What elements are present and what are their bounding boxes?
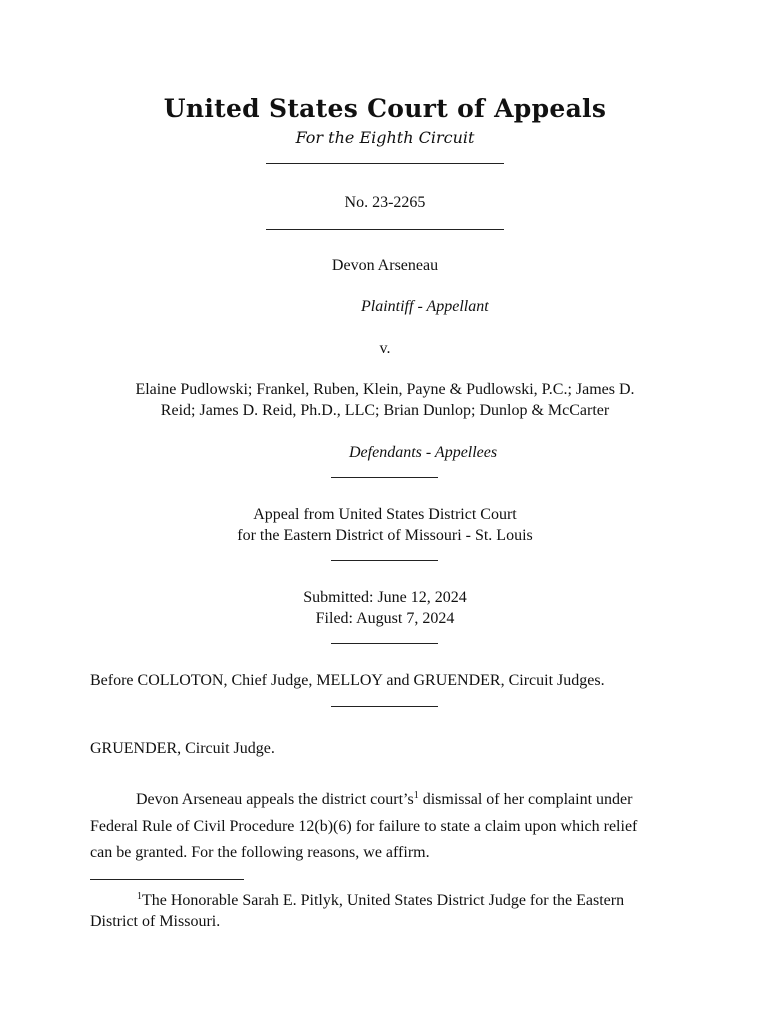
appeal-line-1: Appeal from United States District Court (253, 506, 517, 523)
circuit-subheading: For the Eighth Circuit (295, 128, 475, 147)
opinion-paragraph (90, 787, 685, 867)
footnote-mark: 1 (137, 891, 142, 902)
footnote-line-1 (90, 890, 685, 911)
plaintiff-role: Plaintiff - Appellant (361, 298, 489, 315)
divider (331, 477, 438, 478)
case-number: No. 23-2265 (344, 194, 426, 211)
filed-date: Filed: August 7, 2024 (315, 610, 455, 627)
footnote-reference[interactable]: 1 (413, 790, 419, 801)
divider (331, 706, 438, 707)
plaintiff-name: Devon Arseneau (331, 257, 439, 274)
defendants-role: Defendants - Appellees (349, 444, 498, 461)
footnote-text: The Honorable Sarah E. Pitlyk, United States District Judge for the Eastern (142, 892, 625, 909)
opinion-line-2: Federal Rule of Civil Procedure 12(b)(6) for failure to state a claim upon which relief (90, 817, 638, 835)
opinion-author: GRUENDER, Circuit Judge. (90, 740, 275, 757)
opinion-line-3: can be granted. For the following reasons, we affirm. (90, 844, 430, 861)
versus: v. (379, 340, 391, 357)
footnote-line-2: District of Missouri. (90, 913, 221, 930)
defendants-line-2: Reid; James D. Reid, Ph.D., LLC; Brian Dunlop; Dunlop & McCarter (160, 402, 610, 419)
divider (331, 643, 438, 644)
footnote-divider (90, 879, 244, 880)
opinion-line-1 (90, 787, 685, 814)
footnote (90, 890, 685, 932)
panel-judges: Before COLLOTON, Chief Judge, MELLOY and GRUENDER, Circuit Judges. (90, 672, 605, 689)
court-name-heading: United States Court of Appeals (163, 94, 607, 123)
submitted-date: Submitted: June 12, 2024 (303, 589, 467, 606)
divider (266, 229, 504, 230)
opinion-text: dismissal of her complaint under (418, 791, 633, 808)
appeal-line-2: for the Eastern District of Missouri - St. Louis (237, 527, 533, 544)
defendants-line-1: Elaine Pudlowski; Frankel, Ruben, Klein, Payne & Pudlowski, P.C.; James D. (135, 381, 635, 398)
opinion-text: Devon Arseneau appeals the district court’s (136, 791, 414, 808)
divider (266, 163, 504, 164)
divider (331, 560, 438, 561)
